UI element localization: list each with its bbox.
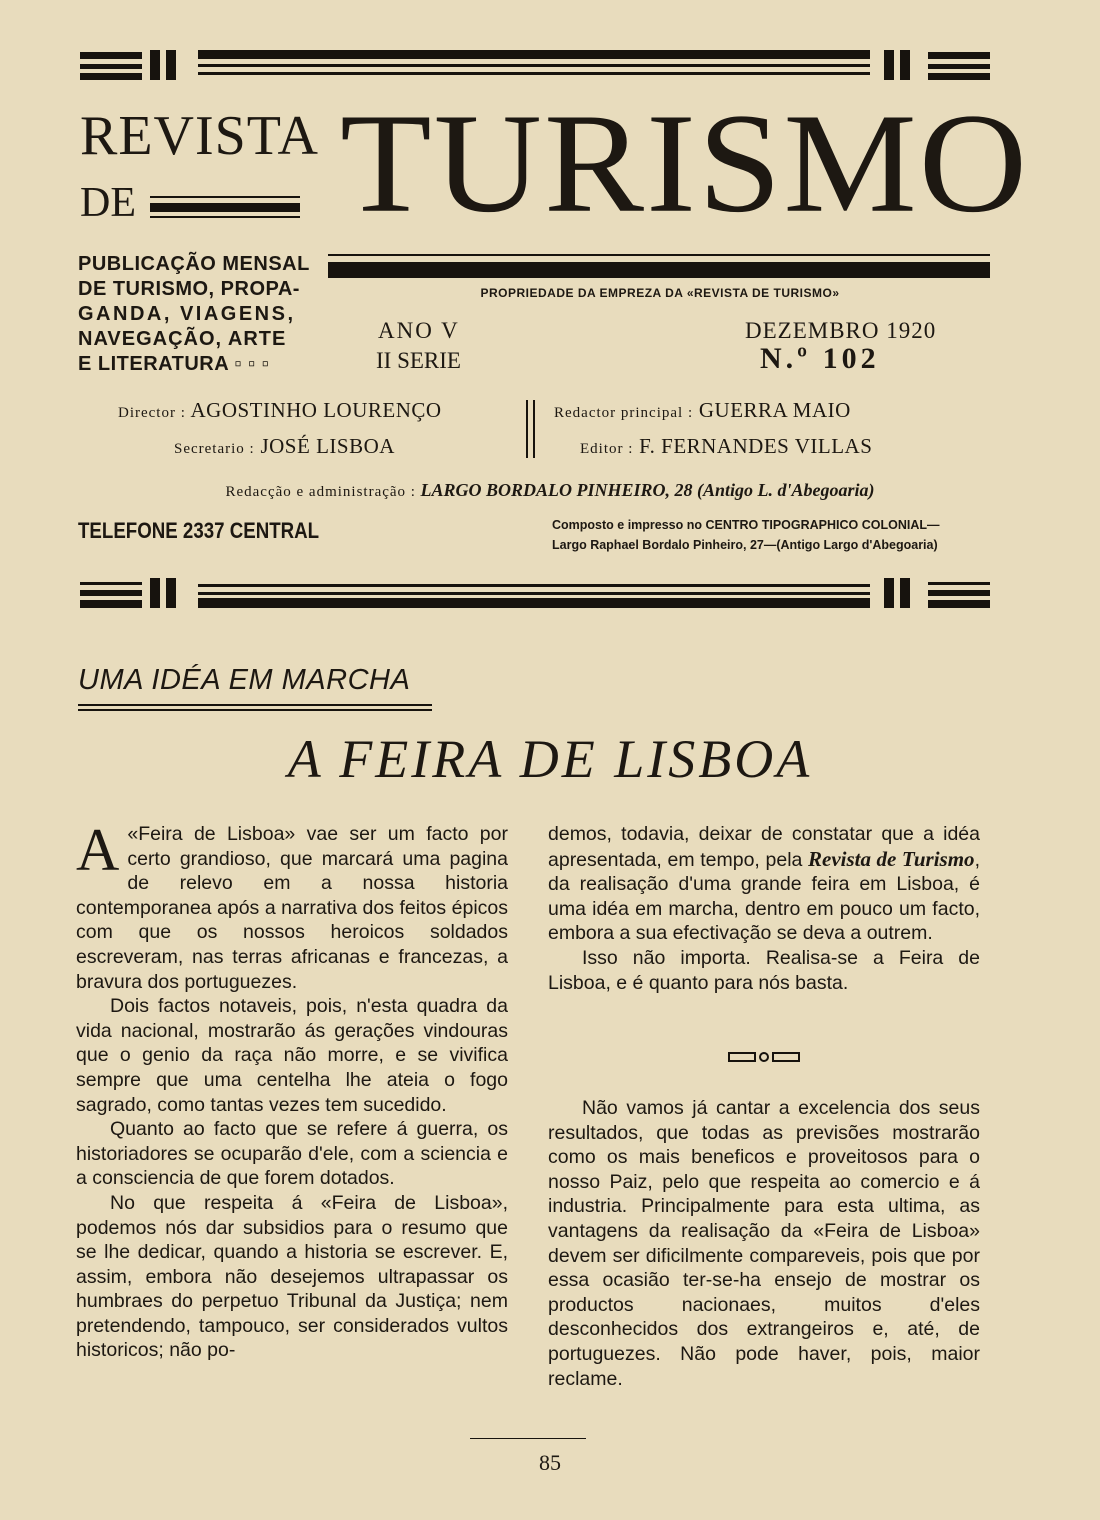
issue-date: DEZEMBRO 1920 [745, 318, 937, 343]
paragraph [76, 817, 508, 994]
printer-note-line: Largo Raphael Bordalo Pinheiro, 27—(Antigo Largo d'Abegoaria) [552, 538, 938, 552]
secretario-label: Secretario : [174, 441, 255, 457]
paragraph: Dois factos notaveis, pois, n'esta quadra da vida nacional, mostrarão ás gerações vindouras que o genio da raça não morre, e se vivifica sempre que uma centelha lhe ateia o fogo sagrado, como tantas vezes tem sucedido. [76, 995, 508, 1116]
publication-line: NAVEGAÇÃO, ARTE [78, 328, 287, 350]
paragraph: Quanto ao facto que se refere á guerra, os historiadores se ocuparão d'ele, com a sciencia e a consciencia de que forem dotados. [76, 1118, 508, 1190]
editor-label: Editor : [580, 441, 634, 457]
editor-line [580, 432, 872, 463]
paragraph: No que respeita á «Feira de Lisboa», podemos nós dar subsidios para o resumo que se lhe dedicar, quando a historia se escrever. E, assim, embora não desejemos ultrapassar os humbraes do perpetuo Tribunal da Justiça; nem pretendendo, tampouco, ser considerados vultos historicos; não po- [76, 1191, 508, 1362]
administration-line [0, 480, 1100, 501]
paragraph: Não vamos já cantar a excelencia dos seus resultados, que todas as previsões mostrarão como os mais beneficos e proveitosos para o nosso Paiz, pelo que respeita ao comercio e á industria. Principalmente para esta ultima, as vantagens da realisação da «Feira de Lisboa» devem ser dificilmente compareveis, pois que por essa ocasião ter-se-ha ensejo de mostrar os productos nacionaes, muitos d'eles desconhecidos dos extrangeiros e, até, de portuguezes. Não pode haver, pois, maior reclame. [548, 1097, 980, 1390]
article-column-right [548, 822, 980, 995]
issue-series: II SERIE [376, 348, 461, 373]
footer-rule [470, 1438, 586, 1439]
administration-address: LARGO BORDALO PINHEIRO, 28 (Antigo L. d'Abegoaria) [420, 480, 875, 500]
director-name: AGOSTINHO LOURENÇO [190, 398, 442, 422]
paragraph-text: demos, todavia, deixar de constatar que a idéa apresentada, em tempo, pela [548, 823, 980, 871]
secretario-line [174, 432, 395, 463]
publication-name: Revista de Turismo [808, 846, 975, 871]
masthead-revista: REVISTA [80, 105, 319, 167]
administration-label: Redacção e administração : [225, 484, 416, 500]
drop-cap: A [76, 817, 120, 883]
issue-number: N.º 102 [760, 342, 880, 375]
section-ornament [728, 1050, 800, 1064]
printer-note [552, 515, 940, 555]
article-column-right-lower [548, 1096, 980, 1391]
article-headline: A FEIRA DE LISBOA [287, 729, 813, 789]
section-underline [78, 704, 432, 706]
paragraph-text: , da realisação d'uma grande feira em Lisboa, é uma idéa em marcha, dentro em pouco um facto, embora a sua efectivação se deva a outrem. [548, 848, 980, 945]
publication-line: E LITERATURA ▫ ▫ ▫ [78, 353, 270, 375]
paragraph-text: «Feira de Lisboa» vae ser um facto por certo grandioso, que marcará uma pagina de relevo em a nossa historia contemporanea após a narrativa dos feitos épicos com que os nossos heroicos soldados escreveram, nas terras africanas e francezas, a bravura dos portuguezes. [76, 823, 508, 993]
section-underline [78, 709, 432, 711]
staff-divider [533, 400, 535, 458]
paragraph: Isso não importa. Realisa-se a Feira de Lisboa, e é quanto para nós basta. [548, 946, 980, 994]
issue-year: ANO V [378, 318, 460, 343]
masthead-de: DE [80, 180, 136, 226]
redactor-line [554, 396, 851, 427]
director-label: Director : [118, 405, 186, 421]
telefone: TELEFONE 2337 CENTRAL [78, 518, 320, 543]
section-title: UMA IDÉA EM MARCHA [78, 664, 411, 696]
redactor-label: Redactor principal : [554, 405, 694, 421]
publication-description [78, 252, 318, 377]
paragraph [548, 822, 980, 946]
property-line: PROPRIEDADE DA EMPREZA DA «REVISTA DE TURISMO» [480, 286, 840, 300]
publication-line: GANDA, VIAGENS, [78, 303, 296, 325]
editor-name: F. FERNANDES VILLAS [639, 434, 873, 458]
secretario-name: JOSÉ LISBOA [260, 434, 395, 458]
article-column-left [76, 817, 508, 1363]
staff-divider [526, 400, 528, 458]
printer-note-line: Composto e impresso no CENTRO TIPOGRAPHICO COLONIAL— [552, 518, 940, 532]
director-line [118, 396, 442, 427]
redactor-name: GUERRA MAIO [698, 398, 851, 422]
publication-line: PUBLICAÇÃO MENSAL [78, 253, 310, 275]
page-number: 85 [539, 1450, 561, 1475]
publication-line: DE TURISMO, PROPA- [78, 278, 300, 300]
masthead-title: TURISMO [340, 84, 1030, 243]
